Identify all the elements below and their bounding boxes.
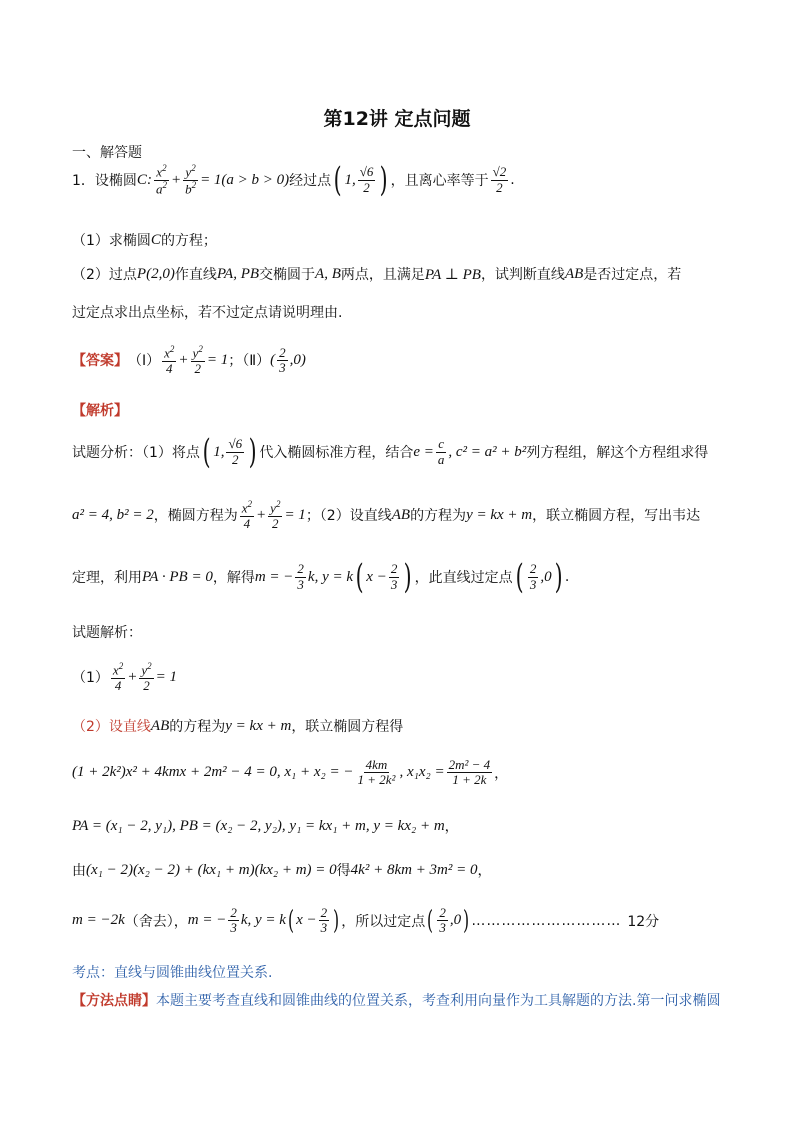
solution-vectors-line: PA = (x₁ − 2, y₁), PB = (x₂ − 2, y₂), y₁ = kx₁ + m, y = kx₂ + m ，	[72, 817, 459, 835]
q1-ellipse-rhs: = 1(a > b > 0)	[200, 171, 290, 188]
question-1-line: 1．设椭圆 C : $\frac{x^2}{a^2}$ + $\frac{y^2}{b^2}$ = 1(a > b > 0) 经过点 ( 1, $\frac{√6}{2}$ ) ，且离心率等于 $\frac{√2}{2}$ .	[72, 160, 515, 200]
frac-x2-a2: $\frac{x^2}{a^2}$	[155, 162, 167, 196]
kaodian-line: 考点：直线与圆锥曲线位置关系.	[72, 965, 273, 981]
score: 12分	[627, 913, 660, 930]
score-dots: …………………………	[471, 912, 622, 929]
q1-lead: 1．设椭圆	[72, 173, 137, 189]
solution-vieta-line: (1 + 2k²)x² + 4kmx + 2m² − 4 = 0, x₁ + x₂ = − $\frac{4km}{\text{1 + 2k²}}$ , x₁x₂ = $\frac{\text{2m² − 4}}{1 + 2k}$ ，	[72, 757, 509, 788]
q1-ellipse-c: C	[136, 171, 147, 188]
frac-sqrt2-2: $\frac{√2}{2}$	[492, 164, 507, 195]
analysis-label: 【解析】	[72, 403, 128, 419]
answer-line: 【答案】 （Ⅰ） $\frac{x^2}{4}$ + $\frac{y^2}{2}$ = 1 ；（Ⅱ） ( $\frac{2}{3}$ ,0)	[72, 344, 306, 376]
answer-label: 【答案】	[72, 353, 128, 370]
solution-label: 试题解析：	[72, 625, 142, 641]
solution-condition-line: 由 (x₁ − 2)(x₂ − 2) + (kx₁ + m)(kx₂ + m) = 0 得 4k² + 8km + 3m² = 0 ，	[72, 861, 492, 879]
frac-y2-b2: $\frac{y^2}{b^2}$	[185, 162, 197, 196]
analysis-line-3: 定理，利用 PA · PB = 0 ，解得 m = − $\frac{2}{3}$ k, y = k ( x − $\frac{2}{3}$ ) ，此直线过定点 ( $\frac{2}{3}$ , 0 ) .	[72, 557, 570, 597]
page-title: 第12讲 定点问题	[323, 108, 471, 130]
q1-ecc-text: ，且离心率等于	[390, 173, 489, 189]
section-heading: 一、解答题	[72, 145, 142, 161]
question-1-part-1: （1）求椭圆 C 的方程；	[72, 231, 217, 249]
solution-result-line: m = −2k （舍去）， m = − $\frac{2}{3}$ k, y = k ( x − $\frac{2}{3}$ ) ，所以过定点 ( $\frac{2}{3}$ , 0 ) ………………………… 12分	[72, 905, 660, 936]
solution-part-1: （1） $\frac{x^2}{4}$ + $\frac{y^2}{2}$ = 1	[72, 661, 177, 693]
q1-pass-point: 经过点	[289, 173, 332, 189]
analysis-line-1: 试题分析：（1）将点 ( 1, $\frac{√6}{2}$ ) 代入椭圆标准方程，结合 e = $\frac{c}{a}$ , c² = a² + b² 列方程组，解这个方程组求得	[72, 432, 709, 472]
solution-part-2: （2）设直线 AB 的方程为 y = kx + m ，联立椭圆方程得	[72, 717, 404, 735]
q1-point-x: 1,	[344, 171, 356, 188]
analysis-line-2: a² = 4, b² = 2 ，椭圆方程为 $\frac{x^2}{4}$ + $\frac{y^2}{2}$ = 1 ；（2）设直线 AB 的方程为 y = kx + m ，联立椭圆方程，写出韦达	[72, 499, 701, 531]
frac-sqrt6-2: $\frac{√6}{2}$	[359, 164, 374, 195]
method-line: 【方法点睛】 本题主要考查直线和圆锥曲线的位置关系，考查利用向量作为工具解题的方法.第一问求椭圆	[72, 993, 721, 1009]
question-1-part-2: （2）过点 P(2,0) 作直线 PA, PB 交椭圆于 A, B 两点，且满足 PA ⊥ PB ，试判断直线 AB 是否过定点，若	[72, 265, 682, 283]
question-1-part-2-cont: 过定点求出点坐标，若不过定点请说明理由.	[72, 305, 343, 321]
